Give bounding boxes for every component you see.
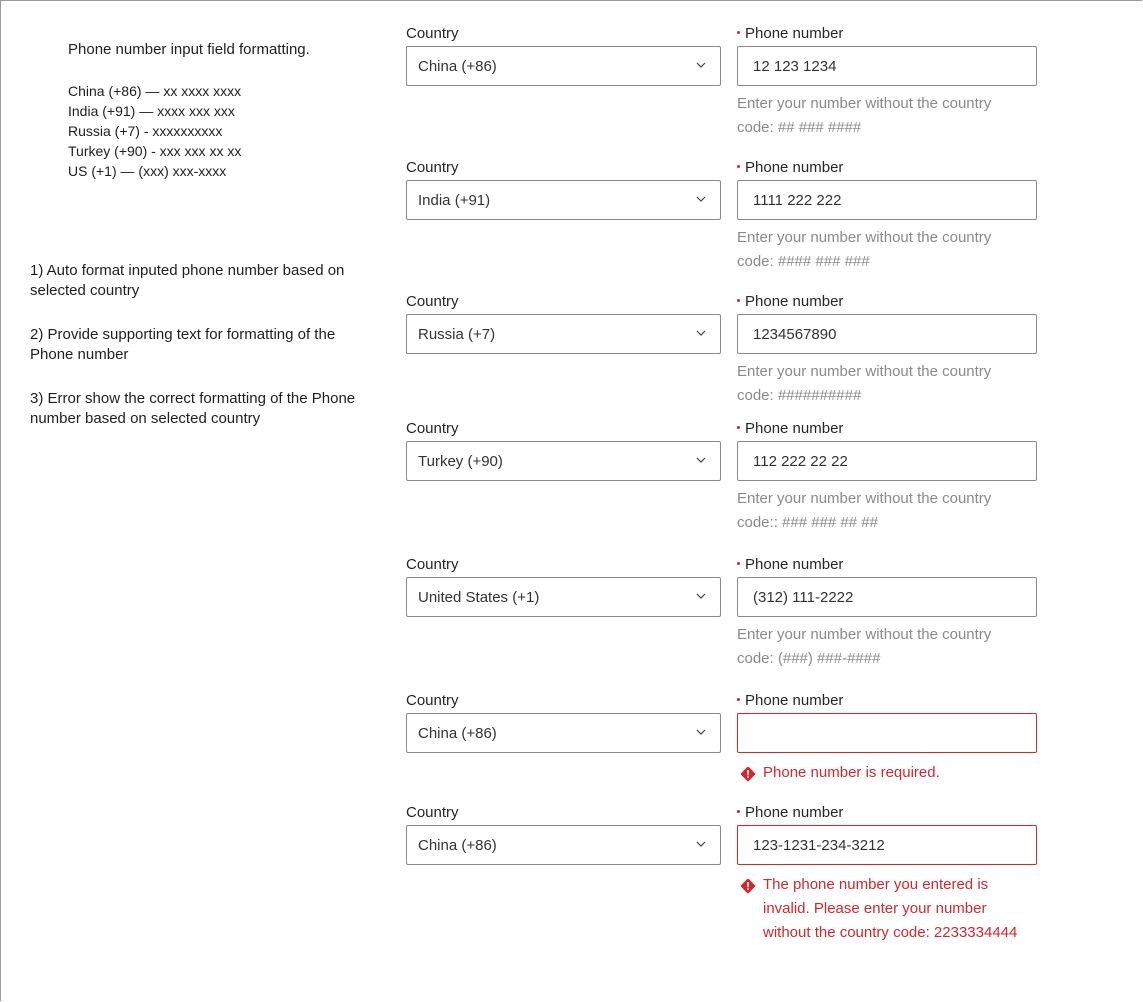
phone-error-message (737, 873, 1037, 945)
requirements-list (30, 261, 370, 453)
requirement-item: 3) Error show the correct formatting of the Phone number based on selected country (30, 390, 356, 427)
phone-label-text: Phone number (745, 556, 844, 573)
phone-helper-text: Enter your number without the country code: ## ### #### (737, 95, 992, 136)
required-dot-icon (737, 426, 740, 429)
country-label: Country (406, 692, 459, 709)
phone-input[interactable] (737, 577, 1037, 617)
country-select-value: China (+86) (418, 837, 497, 854)
phone-input-value: 112 222 22 22 (753, 453, 848, 470)
phone-label-text: Phone number (745, 159, 844, 176)
phone-label (737, 292, 843, 312)
chevron-down-icon (696, 195, 706, 203)
requirement-item: 1) Auto format inputed phone number based on selected country (30, 262, 345, 299)
format-item: India (+91) — xxxx xxx xxx (68, 103, 235, 119)
phone-error-text: The phone number you entered is invalid. Please enter your number without the country code: 2233334444 (763, 876, 1018, 941)
country-select-value: China (+86) (418, 58, 497, 75)
phone-label-text: Phone number (745, 293, 844, 310)
requirement-item: 2) Provide supporting text for formatting of the Phone number (30, 326, 336, 363)
country-select[interactable] (406, 825, 721, 865)
country-label: Country (406, 293, 459, 310)
phone-label-text: Phone number (745, 25, 844, 42)
phone-input[interactable] (737, 46, 1037, 86)
chevron-down-icon (696, 329, 706, 337)
format-item: Russia (+7) - xxxxxxxxxx (68, 123, 223, 139)
country-select[interactable] (406, 713, 721, 753)
phone-input[interactable] (737, 713, 1037, 753)
chevron-down-icon (696, 840, 706, 848)
format-list (68, 81, 241, 181)
country-select[interactable] (406, 441, 721, 481)
phone-label-text: Phone number (745, 692, 844, 709)
phone-label (737, 158, 843, 178)
phone-input[interactable] (737, 180, 1037, 220)
phone-input-value: 12 123 1234 (753, 58, 837, 75)
phone-form-row (406, 24, 1038, 136)
chevron-down-icon (696, 728, 706, 736)
phone-helper-text: Enter your number without the country code: (###) ###-#### (737, 626, 992, 667)
country-label: Country (406, 556, 459, 573)
format-item: US (+1) — (xxx) xxx-xxxx (68, 163, 227, 179)
phone-helper-text: Enter your number without the country code: #### ### ### (737, 229, 992, 270)
phone-label (737, 419, 843, 439)
format-item: Turkey (+90) - xxx xxx xx xx (68, 143, 242, 159)
country-select[interactable] (406, 180, 721, 220)
country-label: Country (406, 420, 459, 437)
phone-label-text: Phone number (745, 420, 844, 437)
phone-helper-text: Enter your number without the country code: ########## (737, 363, 992, 404)
country-select[interactable] (406, 314, 721, 354)
phone-form-row (406, 292, 1038, 404)
required-dot-icon (737, 299, 740, 302)
phone-label (737, 691, 843, 711)
required-dot-icon (737, 562, 740, 565)
required-dot-icon (737, 810, 740, 813)
chevron-down-icon (696, 592, 706, 600)
required-dot-icon (737, 165, 740, 168)
error-diamond-icon (740, 878, 756, 894)
country-select-value: China (+86) (418, 725, 497, 742)
phone-label (737, 24, 843, 44)
country-label: Country (406, 25, 459, 42)
phone-form-row (406, 691, 1038, 791)
phone-input[interactable] (737, 441, 1037, 481)
phone-input-value: (312) 111-2222 (753, 589, 854, 606)
phone-form-row (406, 419, 1038, 531)
phone-helper-text: Enter your number without the country code:: ### ### ## ## (737, 490, 992, 531)
phone-input[interactable] (737, 825, 1037, 865)
phone-input-value: 1234567890 (753, 326, 837, 343)
error-diamond-icon (740, 766, 756, 782)
phone-form-row (406, 158, 1038, 270)
required-dot-icon (737, 31, 740, 34)
country-label: Country (406, 804, 459, 821)
format-item: China (+86) — xx xxxx xxxx (68, 83, 242, 99)
phone-input-value: 123-1231-234-3212 (753, 837, 885, 854)
country-label: Country (406, 159, 459, 176)
phone-error-text: Phone number is required. (763, 764, 940, 781)
country-select-value: Russia (+7) (418, 326, 496, 343)
country-select-value: India (+91) (418, 192, 491, 209)
country-select-value: United States (+1) (418, 589, 540, 606)
phone-label-text: Phone number (745, 804, 844, 821)
notes-title: Phone number input field formatting. (68, 41, 310, 58)
phone-form-row (406, 555, 1038, 667)
phone-input[interactable] (737, 314, 1037, 354)
required-dot-icon (737, 698, 740, 701)
country-select[interactable] (406, 577, 721, 617)
phone-input-value: 1111 222 222 (753, 192, 842, 209)
chevron-down-icon (696, 456, 706, 464)
phone-label (737, 555, 843, 575)
phone-label (737, 803, 843, 823)
phone-error-message (737, 761, 1037, 785)
phone-form-row (406, 803, 1038, 953)
country-select[interactable] (406, 46, 721, 86)
country-select-value: Turkey (+90) (418, 453, 503, 470)
chevron-down-icon (696, 61, 706, 69)
